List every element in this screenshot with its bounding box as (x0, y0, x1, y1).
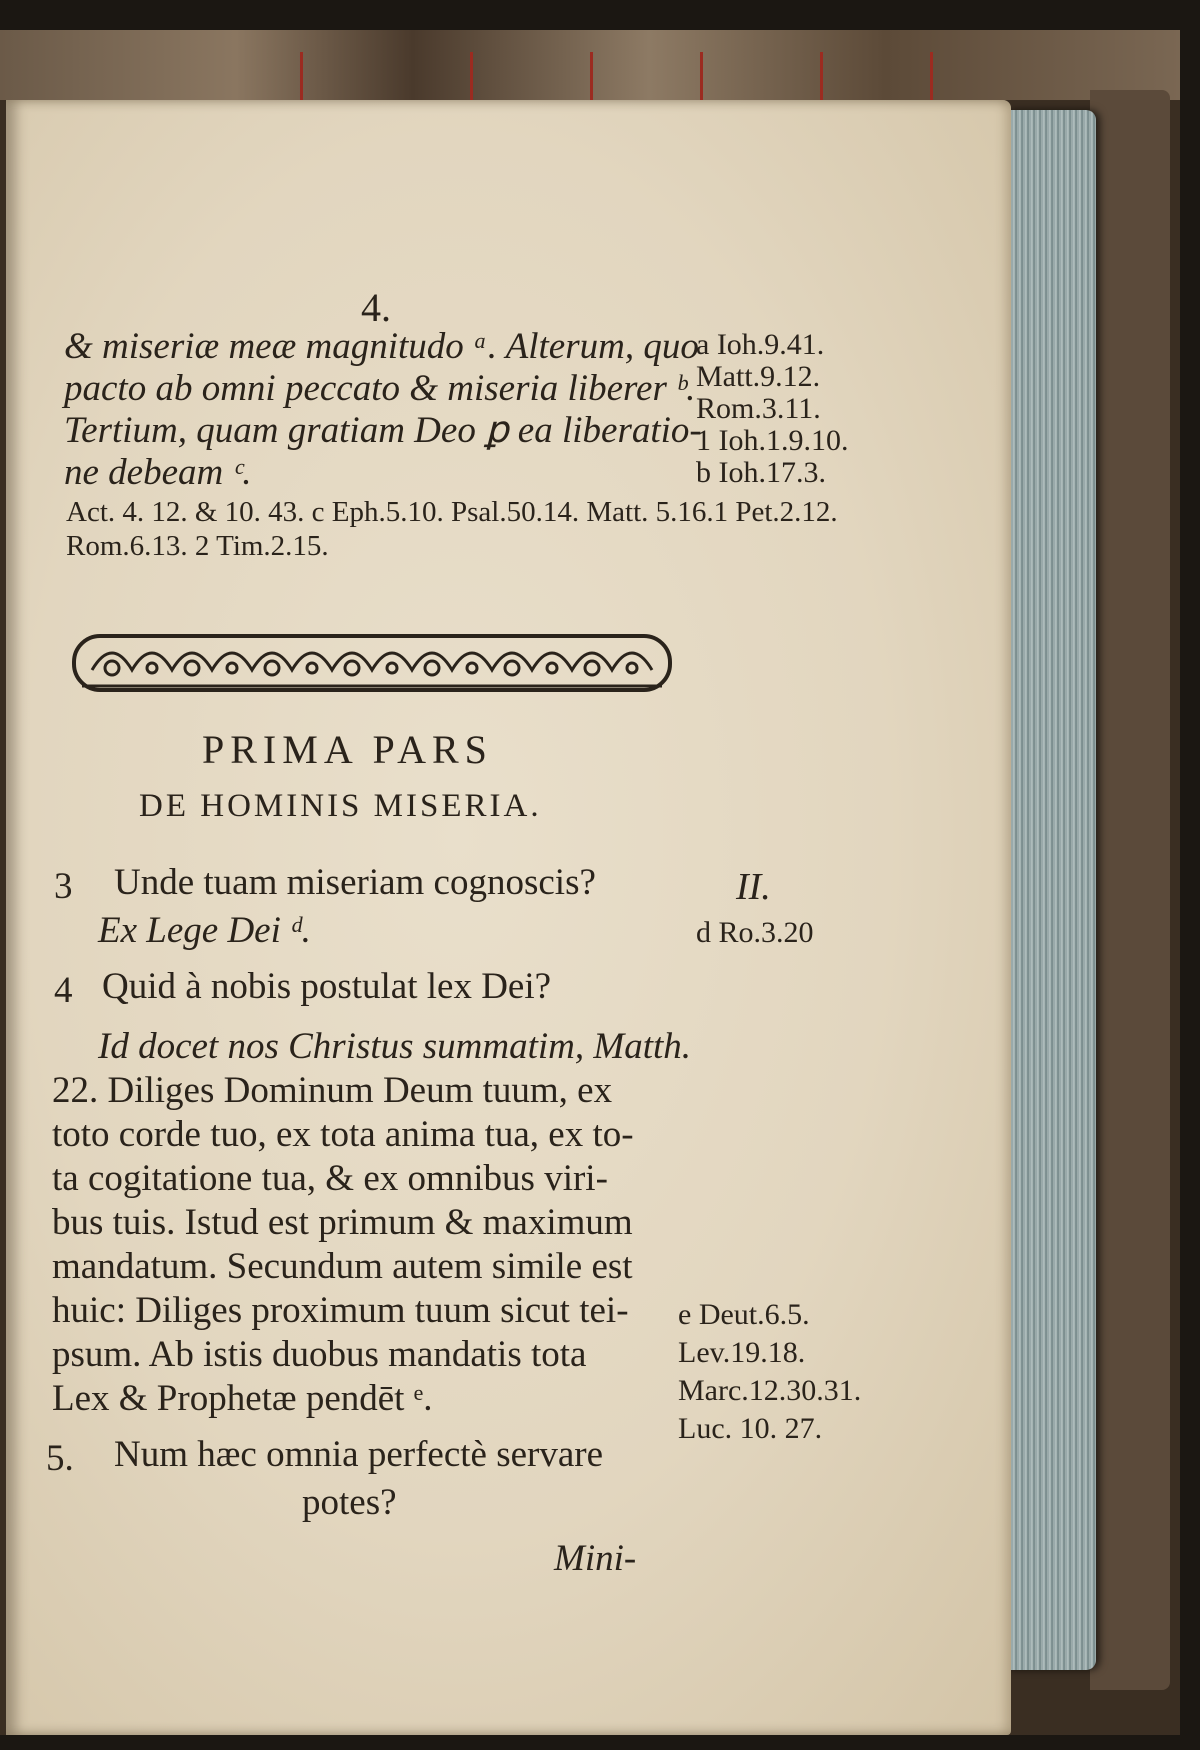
question-text: Num hæc omnia perfectè servare (114, 1434, 604, 1475)
book-photo (0, 30, 1180, 1735)
section-title: PRIMA PARS (202, 727, 493, 772)
top-line-1: & miseriæ meæ magnitudo ᵃ. Alterum, quo (64, 326, 699, 367)
book-headband (0, 30, 1180, 100)
margin-ref: d Ro.3.20 (696, 916, 814, 949)
margin-ref: e Deut.6.5. (678, 1298, 810, 1331)
page-edges (1006, 110, 1096, 1670)
margin-ref: a Ioh.9.41. (696, 328, 825, 361)
top-line-4: ne debeam ᶜ. (64, 452, 252, 493)
section-subtitle: DE HOMINIS MISERIA. (139, 788, 542, 824)
answer-line-1: Id docet nos Christus summatim, Matth. (98, 1026, 692, 1067)
question-number: 5. (46, 1438, 74, 1479)
answer-line-6: mandatum. Secundum autem simile est (52, 1246, 633, 1287)
footnote-line-2: Rom.6.13. 2 Tim.2.15. (66, 530, 329, 562)
answer-line-9: Lex & Prophetæ pendēt ᵉ. (52, 1378, 433, 1419)
answer-line-3: toto corde tuo, ex tota anima tua, ex to- (52, 1114, 634, 1155)
question-text: Unde tuam miseriam cognoscis? (114, 862, 596, 903)
margin-ref: Rom.3.11. (696, 392, 821, 425)
answer-line-4: ta cogitatione tua, & ex omnibus viri- (52, 1158, 608, 1199)
margin-ref: b Ioh.17.3. (696, 456, 826, 489)
top-line-3: Tertium, quam gratiam Deo ꝑ ea liberatio- (64, 410, 702, 451)
margin-ref: Marc.12.30.31. (678, 1374, 862, 1407)
question-text-cont: potes? (302, 1482, 397, 1523)
question-text: Quid à nobis postulat lex Dei? (102, 966, 552, 1007)
margin-ref: Luc. 10. 27. (678, 1412, 823, 1445)
question-number: 4 (54, 970, 73, 1011)
ornamental-band (72, 630, 672, 696)
catchword: Mini- (554, 1538, 637, 1579)
footnote-line-1: Act. 4. 12. & 10. 43. c Eph.5.10. Psal.50.14. Matt. 5.16.1 Pet.2.12. (66, 496, 838, 528)
answer-line-5: bus tuis. Istud est primum & maximum (52, 1202, 633, 1243)
margin-ref: Lev.19.18. (678, 1336, 806, 1369)
answer-line-8: psum. Ab istis duobus mandatis tota (52, 1334, 587, 1375)
page-number: 4. (361, 285, 391, 330)
margin-ref: Matt.9.12. (696, 360, 821, 393)
answer-text: Ex Lege Dei ᵈ. (98, 910, 311, 951)
answer-line-2: 22. Diliges Dominum Deum tuum, ex (52, 1070, 613, 1111)
question-number: 3 (54, 866, 73, 907)
book-page (6, 100, 1011, 1735)
answer-line-7: huic: Diliges proximum tuum sicut tei- (52, 1290, 629, 1331)
margin-ref: 1 Ioh.1.9.10. (696, 424, 849, 457)
book-cover-edge (1090, 90, 1170, 1690)
top-line-2: pacto ab omni peccato & miseria liberer ᵇ. (64, 368, 696, 409)
margin-question-mark: II. (736, 866, 771, 908)
